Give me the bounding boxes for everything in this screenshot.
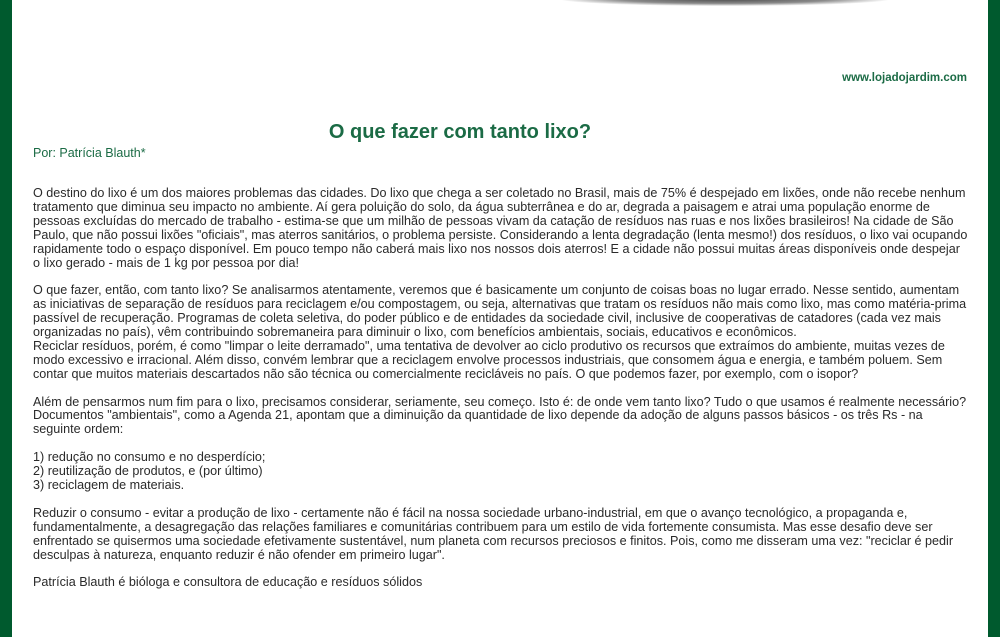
- page-content: [12, 0, 988, 637]
- article-title: O que fazer com tanto lixo?: [328, 121, 592, 143]
- header-shadow-decoration: [560, 0, 890, 6]
- article-paragraph: O que fazer, então, com tanto lixo? Se analisarmos atentamente, veremos que é basicamente um conjunto de coisas boas no lugar errado. Nesse sentido, aumentam as iniciativas de separação de resíduos para reciclagem e/ou compostagem, ou seja, alternativas que tratam os resíduos não mais como lixo, mas como matéria-prima passível de recuperação. Programas de coleta seletiva, do poder público e de entidades da sociedade civil, inclusive de cooperativas de catadores (cada vez mais organizadas no país), vêm contribuindo sobremaneira para diminuir o lixo, com benefícios ambientais, sociais, educativos e econômicos.: [33, 283, 967, 340]
- author-note: Patrícia Blauth é bióloga e consultora de educação e resíduos sólidos: [33, 575, 423, 590]
- article-paragraph: Reciclar resíduos, porém, é como "limpar o leite derramado", uma tentativa de devolver ao ciclo produtivo os recursos que extraímos do ambiente, muitas vezes de modo excessivo e irracional. Além disso, convém lembrar que a reciclagem envolve processos industriais, que consomem água e energia, e também poluem. Sem contar que muitos materiais descartados não são técnica ou comercialmente recicláveis no país. O que podemos fazer, por exemplo, com o isopor?: [33, 338, 945, 381]
- list-item: 1) redução no consumo e no desperdício;: [33, 450, 266, 465]
- three-rs-list: [33, 451, 968, 493]
- list-item: 2) reutilização de produtos, e (por último): [33, 464, 263, 479]
- article-paragraph: Além de pensarmos num fim para o lixo, precisamos considerar, seriamente, seu começo. Isto é: de onde vem tanto lixo? Tudo o que usamos é realmente necessário? Documentos "ambientais", como a Agenda 21, apontam que a diminuição da quantidade de lixo depende da adoção de alguns passos básicos - os três Rs - na seguinte ordem:: [33, 394, 967, 437]
- article-byline: Por: Patrícia Blauth*: [33, 146, 146, 160]
- article-paragraph: O destino do lixo é um dos maiores problemas das cidades. Do lixo que chega a ser coletado no Brasil, mais de 75% é despejado em lixões, onde não recebe nenhum tratamento que diminua seu impacto no ambiente. Aí gera poluição do solo, da água subterrânea e do ar, degrada a paisagem e atrai uma população enorme de pessoas excluídas do mercado de trabalho - estima-se que um milhão de pessoas vivam da catação de resíduos nas ruas e nos lixões brasileiros! Na cidade de São Paulo, que não possui lixões "oficiais", mas aterros sanitários, o problema persiste. Considerando a lenta degradação (lenta mesmo!) dos resíduos, o lixo vai ocupando rapidamente todo o espaço disponível. Em pouco tempo não caberá mais lixo nos nossos dois aterros! E a cidade não possui muitas áreas disponíveis onde despejar o lixo gerado - mais de 1 kg por pessoa por dia!: [33, 186, 968, 270]
- list-item: 3) reciclagem de materiais.: [33, 477, 185, 492]
- article-body: [33, 187, 968, 604]
- article-paragraph: Reduzir o consumo - evitar a produção de lixo - certamente não é fácil na nossa sociedade urbano-industrial, em que o avanço tecnológico, a propaganda e, fundamentalmente, a desagregação das relações familiares e comunitárias contribuem para um estilo de vida fortemente consumista. Mas esse desafio deve ser enfrentado se quisermos uma sociedade efetivamente sustentável, num planeta com recursos preciosos e finitos. Pois, como me disseram uma vez: "reciclar é pedir desculpas à natureza, enquanto reduzir é não ofender em primeiro lugar".: [33, 505, 954, 562]
- site-url-link[interactable]: www.lojadojardim.com: [842, 72, 967, 84]
